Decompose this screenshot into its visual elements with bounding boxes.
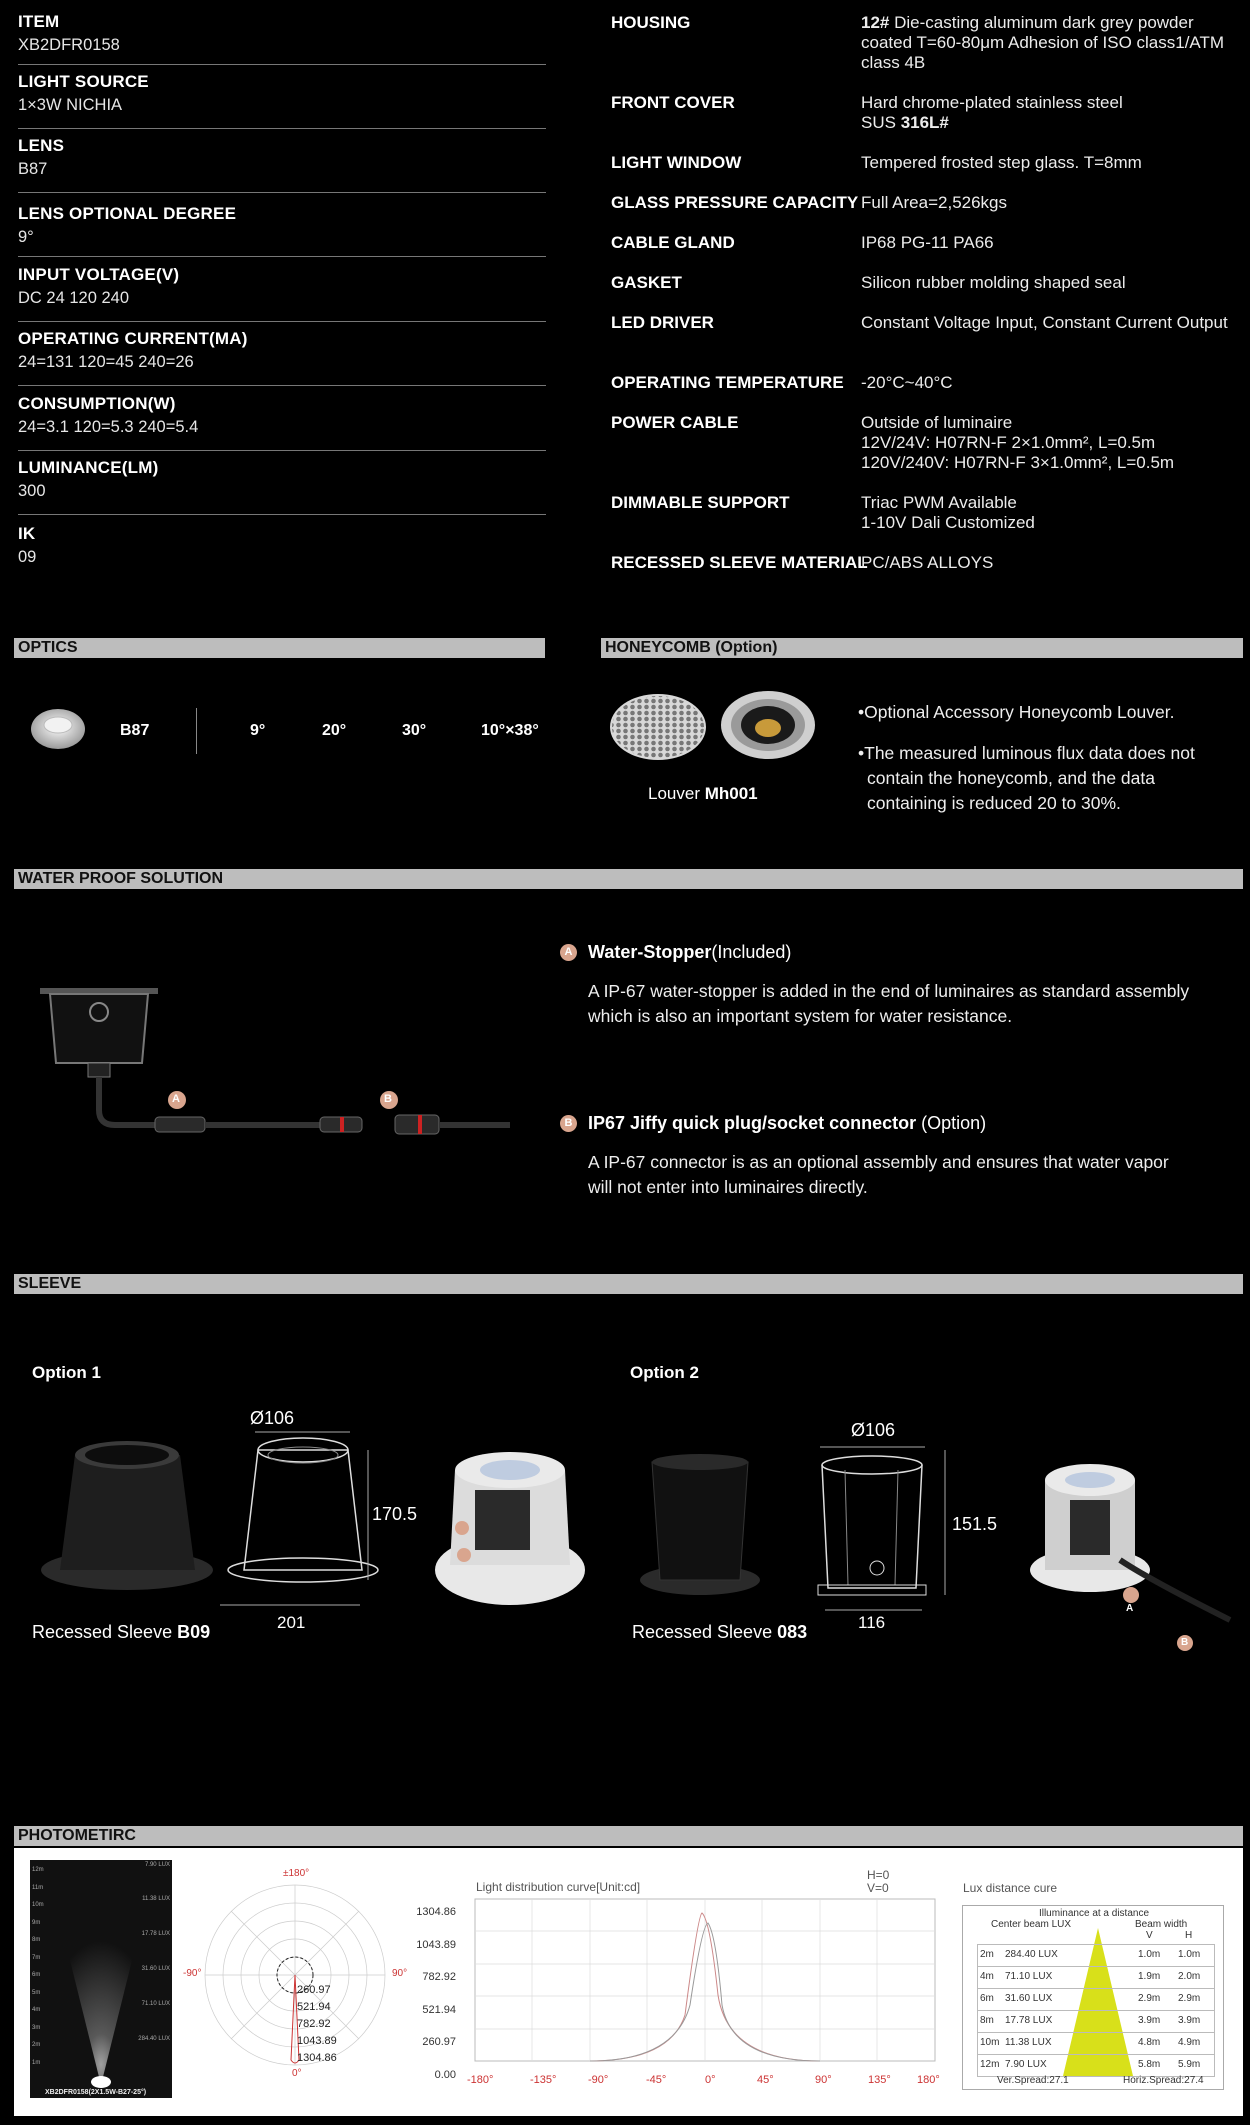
sleeve-option-2-label: Option 2	[630, 1363, 699, 1382]
spec-label: POWER CABLE	[611, 413, 739, 432]
polar-value-labels	[297, 1982, 337, 2067]
optics-divider	[196, 708, 197, 754]
x-tick: 0°	[705, 2074, 716, 2086]
water-stopper-suffix: (Included)	[711, 942, 792, 962]
lux-title: Lux distance cure	[963, 1881, 1058, 1895]
x-tick: 45°	[757, 2074, 774, 2086]
lux-value: 71.10 LUX	[1005, 1971, 1053, 1982]
x-tick: 135°	[868, 2074, 891, 2086]
spec-value: 1×3W NICHIA	[18, 96, 123, 114]
sleeve-083-drawing	[810, 1440, 960, 1630]
connector-title	[588, 1113, 986, 1134]
x-tick: 90°	[815, 2074, 832, 2086]
section-optics-header: OPTICS	[14, 638, 545, 658]
spec-label: ITEM	[18, 12, 60, 31]
x-tick: -135°	[530, 2074, 557, 2086]
spec-label: LIGHT WINDOW	[611, 153, 742, 172]
spec-value: IP68 PG-11 PA66	[861, 233, 994, 252]
louver-caption	[648, 784, 758, 804]
marker-b: B	[384, 1093, 392, 1105]
hor-spread: Horiz.Spread:27.4	[1123, 2075, 1204, 2086]
lux-label: 31.60 LUX	[141, 1966, 170, 1972]
polar-bottom-label: 0°	[292, 2068, 302, 2079]
spec-lens-degree	[18, 204, 546, 257]
desc-line: A IP-67 water-stopper is added in the end of luminaires as standard assembly	[588, 981, 1190, 1001]
lux-row	[977, 1967, 1215, 1989]
y-tick: 521.94	[422, 2003, 456, 2016]
lux-row	[977, 2055, 1215, 2077]
spec-light-source	[18, 72, 546, 129]
spec-label: IK	[18, 524, 36, 543]
lux-row	[977, 1944, 1215, 1967]
marker-a: A	[172, 1093, 180, 1105]
polar-value: 260.97	[297, 1984, 331, 1996]
spec-value: 300	[18, 482, 46, 500]
water-stopper-title	[588, 942, 791, 963]
sleeve-b09-assembled-image	[430, 1440, 590, 1620]
beam-angle: 10°×38°	[481, 722, 539, 739]
x-tick: -90°	[588, 2074, 609, 2086]
distance-label: 12m	[32, 1867, 44, 1873]
lux-v-header: V	[1146, 1930, 1153, 1941]
lux-h-header: H	[1185, 1930, 1193, 1941]
spec-value	[861, 493, 1241, 533]
lux-distance: 2m	[980, 1949, 994, 1960]
lux-distance: 10m	[980, 2037, 1000, 2048]
b09-diameter: Ø106	[250, 1408, 295, 1428]
distance-label: 11m	[32, 1884, 44, 1891]
beam-angle: 9°	[250, 722, 266, 739]
polar-value: 1043.89	[297, 2035, 337, 2047]
spec-consumption	[18, 394, 546, 451]
spec-value-text: Die-casting aluminum dark grey powder coated T=60-80μm Adhesion of ISO class1/ATM class 4B	[861, 13, 1225, 72]
spec-value: 24=131 120=45 240=26	[18, 353, 194, 371]
spec-label: FRONT COVER	[611, 93, 735, 112]
lux-v-width: 5.8m	[1138, 2059, 1161, 2070]
lux-value: 31.60 LUX	[1005, 1993, 1053, 2004]
y-tick: 1304.86	[416, 1906, 456, 1918]
spec-label: DIMMABLE SUPPORT	[611, 493, 790, 512]
lux-row	[977, 2033, 1215, 2055]
083-marker-b: B	[1181, 1637, 1189, 1648]
beam-angle: 30°	[402, 722, 427, 739]
section-waterproof-header: WATER PROOF SOLUTION	[14, 869, 1243, 889]
spec-value: PC/ABS ALLOYS	[861, 553, 994, 572]
b09-base: 201	[277, 1613, 306, 1632]
connector-suffix: (Option)	[916, 1113, 987, 1133]
caption-bold: 083	[777, 1622, 808, 1642]
lux-distance: 6m	[980, 1993, 994, 2004]
lux-value: 11.38 LUX	[1005, 2037, 1052, 2048]
lux-h-width: 3.9m	[1178, 2015, 1201, 2026]
lux-box-title: Illuminance at a distance	[1038, 1908, 1150, 1919]
desc-line: will not enter into luminaires directly.	[588, 1177, 868, 1197]
louver-name: Mh001	[704, 784, 758, 803]
section-photometric-header: PHOTOMETIRC	[14, 1826, 1243, 1846]
spec-value: Full Area=2,526kgs	[861, 193, 1008, 212]
lux-distance: 4m	[980, 1971, 994, 1982]
connector-name: IP67 Jiffy quick plug/socket connector	[588, 1113, 917, 1133]
b09-height: 170.5	[372, 1504, 418, 1524]
spec-label: LUMINANCE(LM)	[18, 458, 159, 477]
spec-item	[18, 12, 546, 65]
sleeve-083-image	[640, 1450, 760, 1600]
spec-value: 09	[18, 548, 37, 566]
lux-row	[977, 2011, 1215, 2033]
lux-center-header: Center beam LUX	[991, 1919, 1072, 1930]
distribution-curve	[470, 1895, 940, 2095]
spec-value: Tempered frosted step glass. T=8mm	[861, 153, 1142, 172]
marker-a-badge: A	[560, 944, 577, 961]
spec-value: DC 24 120 240	[18, 289, 129, 307]
lux-h-width: 5.9m	[1178, 2059, 1201, 2070]
spec-label: GASKET	[611, 273, 682, 292]
water-stopper-name: Water-Stopper	[588, 942, 712, 962]
lux-h-width: 1.0m	[1178, 1949, 1201, 1960]
distance-label: 10m	[32, 1902, 44, 1908]
lux-value: 284.40 LUX	[1005, 1949, 1058, 1960]
beam-angle: 20°	[322, 722, 347, 739]
curve-y-labels	[414, 1896, 456, 2091]
spec-label: HOUSING	[611, 13, 691, 32]
sleeve-option-1-label: Option 1	[32, 1363, 101, 1382]
lux-v-width: 2.9m	[1138, 1993, 1161, 2004]
bullet-line: containing is reduced 20 to 30%.	[867, 793, 1121, 813]
spec-value: Constant Voltage Input, Constant Current Output	[861, 313, 1228, 332]
083-marker-a: A	[1126, 1603, 1134, 1614]
spec-label: OPERATING CURRENT(MA)	[18, 329, 248, 348]
spec-line: Outside of luminaire	[861, 413, 1013, 432]
sleeve-083-assembled-image	[1030, 1450, 1240, 1700]
spec-value-bold: 12#	[861, 13, 890, 32]
beam-caption: XB2DFR0158(2X1.5W-B27-25°)	[45, 2089, 147, 2096]
distance-label: 6m	[32, 1972, 41, 1978]
lux-h-width: 4.9m	[1178, 2037, 1201, 2048]
lux-h-width: 2.9m	[1178, 1993, 1201, 2004]
spec-label: LIGHT SOURCE	[18, 72, 149, 91]
spec-luminance	[18, 458, 546, 515]
spec-label: RECESSED SLEEVE MATERIAL	[611, 553, 868, 572]
louver-prefix: Louver	[648, 784, 705, 803]
spec-value	[861, 13, 1241, 73]
caption-bold: B09	[177, 1622, 211, 1642]
spec-value: 24=3.1 120=5.3 240=5.4	[18, 418, 199, 436]
polar-left-label: -90°	[183, 1968, 202, 1979]
lens-icon	[28, 705, 88, 755]
spec-label: CONSUMPTION(W)	[18, 394, 176, 413]
spec-value-text: Hard chrome-plated stainless steel SUS	[861, 93, 1123, 132]
distance-label: 7m	[32, 1954, 41, 1961]
distance-label: 1m	[32, 2059, 41, 2066]
honeycomb-bullet	[858, 741, 1195, 816]
beam-image	[30, 1860, 172, 2098]
spec-value: B87	[18, 160, 48, 178]
curve-legend-v: V=0	[867, 1881, 889, 1895]
lux-table	[962, 1905, 1224, 2090]
x-tick: -180°	[467, 2074, 494, 2086]
lux-label: 17.78 LUX	[141, 1931, 170, 1937]
spec-label: LENS	[18, 136, 65, 155]
spec-ik	[18, 524, 546, 576]
lux-label: 7.90 LUX	[144, 1862, 170, 1868]
honeycomb-louver-icon	[608, 692, 708, 762]
spec-value	[861, 93, 1161, 133]
083-height: 151.5	[952, 1514, 998, 1534]
lux-label: 11.38 LUX	[142, 1896, 170, 1902]
spec-input-voltage	[18, 265, 546, 322]
polar-value: 521.94	[297, 2001, 331, 2013]
lux-v-width: 1.0m	[1138, 1949, 1161, 1960]
polar-top-label: ±180°	[283, 1868, 310, 1879]
distance-label: 8m	[32, 1937, 41, 1943]
polar-value: 782.92	[297, 2018, 331, 2030]
spec-lens	[18, 136, 546, 193]
lux-v-width: 4.8m	[1138, 2037, 1161, 2048]
spec-value: Silicon rubber molding shaped seal	[861, 273, 1126, 292]
lux-row	[977, 1989, 1215, 2011]
spec-label: GLASS PRESSURE CAPACITY	[611, 193, 859, 212]
desc-line: which is also an important system for water resistance.	[588, 1006, 1013, 1026]
spec-label: INPUT VOLTAGE(V)	[18, 265, 180, 284]
spec-label: LED DRIVER	[611, 313, 714, 332]
lux-h-width: 2.0m	[1178, 1971, 1201, 1982]
y-tick: 782.92	[422, 1971, 456, 1983]
curve-title: Light distribution curve[Unit:cd]	[476, 1880, 641, 1894]
083-diameter: Ø106	[851, 1420, 896, 1440]
lux-rows	[977, 1944, 1215, 2077]
lux-distance: 8m	[980, 2015, 994, 2026]
distance-label: 9m	[32, 1919, 41, 1926]
bullet-line: •The measured luminous flux data does not	[858, 743, 1195, 763]
spec-line: Triac PWM Available	[861, 493, 1017, 512]
waterproof-diagram	[40, 985, 520, 1145]
distance-label: 5m	[32, 1989, 41, 1996]
083-base: 116	[858, 1613, 886, 1632]
spec-label: OPERATING TEMPERATURE	[611, 373, 844, 392]
marker-b-badge: B	[560, 1115, 577, 1132]
lux-label: 71.10 LUX	[141, 2001, 170, 2007]
ver-spread: Ver.Spread:27.1	[997, 2075, 1069, 2086]
spec-value: XB2DFR0158	[18, 36, 120, 54]
distance-label: 3m	[32, 2024, 41, 2031]
spec-line: 12V/24V: H07RN-F 2×1.0mm², L=0.5m	[861, 433, 1156, 452]
lux-value: 17.78 LUX	[1005, 2015, 1053, 2026]
x-tick: -45°	[646, 2074, 667, 2086]
distance-label: 4m	[32, 2007, 41, 2013]
sleeve-b09-image	[40, 1420, 215, 1595]
distance-label: 2m	[32, 2042, 41, 2048]
b09-caption	[32, 1622, 210, 1643]
section-sleeve-header: SLEEVE	[14, 1274, 1243, 1294]
polar-right-label: 90°	[392, 1968, 408, 1979]
spec-operating-current	[18, 329, 546, 386]
section-honeycomb-header: HONEYCOMB (Option)	[601, 638, 1243, 658]
spec-value-bold: 316L#	[900, 113, 949, 132]
spec-label: LENS OPTIONAL DEGREE	[18, 204, 237, 223]
spec-value: 9°	[18, 228, 34, 246]
spec-line: 120V/240V: H07RN-F 3×1.0mm², L=0.5m	[861, 453, 1175, 472]
lux-v-width: 3.9m	[1138, 2015, 1161, 2026]
desc-line: A IP-67 connector is as an optional assembly and ensures that water vapor	[588, 1152, 1169, 1172]
lux-v-width: 1.9m	[1138, 1971, 1161, 1982]
lux-value: 7.90 LUX	[1005, 2059, 1047, 2070]
spec-value	[861, 413, 1241, 473]
spec-line: 1-10V Dali Customized	[861, 513, 1035, 532]
lux-width-header: Beam width	[1135, 1919, 1188, 1930]
caption-prefix: Recessed Sleeve	[632, 1622, 778, 1642]
spec-value: -20°C~40°C	[861, 373, 953, 392]
water-stopper-desc	[588, 979, 1189, 1029]
x-tick: 180°	[917, 2074, 940, 2086]
bullet-line: contain the honeycomb, and the data	[867, 768, 1155, 788]
y-tick: 260.97	[422, 2036, 456, 2048]
honeycomb-fixture-icon	[718, 688, 818, 762]
connector-desc	[588, 1150, 1169, 1200]
honeycomb-bullet: •Optional Accessory Honeycomb Louver.	[858, 702, 1175, 722]
y-tick: 0.00	[434, 2068, 456, 2081]
beam-distance-labels	[32, 1862, 44, 2072]
y-tick: 1043.89	[416, 1938, 456, 1951]
lens-name: B87	[120, 722, 150, 739]
polar-value: 1304.86	[297, 2052, 337, 2064]
083-caption	[632, 1622, 807, 1643]
curve-legend-h: H=0	[867, 1868, 890, 1882]
spec-label: CABLE GLAND	[611, 233, 735, 252]
lux-label: 284.40 LUX	[138, 2036, 170, 2042]
lux-distance: 12m	[980, 2059, 1000, 2070]
caption-prefix: Recessed Sleeve	[32, 1622, 178, 1642]
